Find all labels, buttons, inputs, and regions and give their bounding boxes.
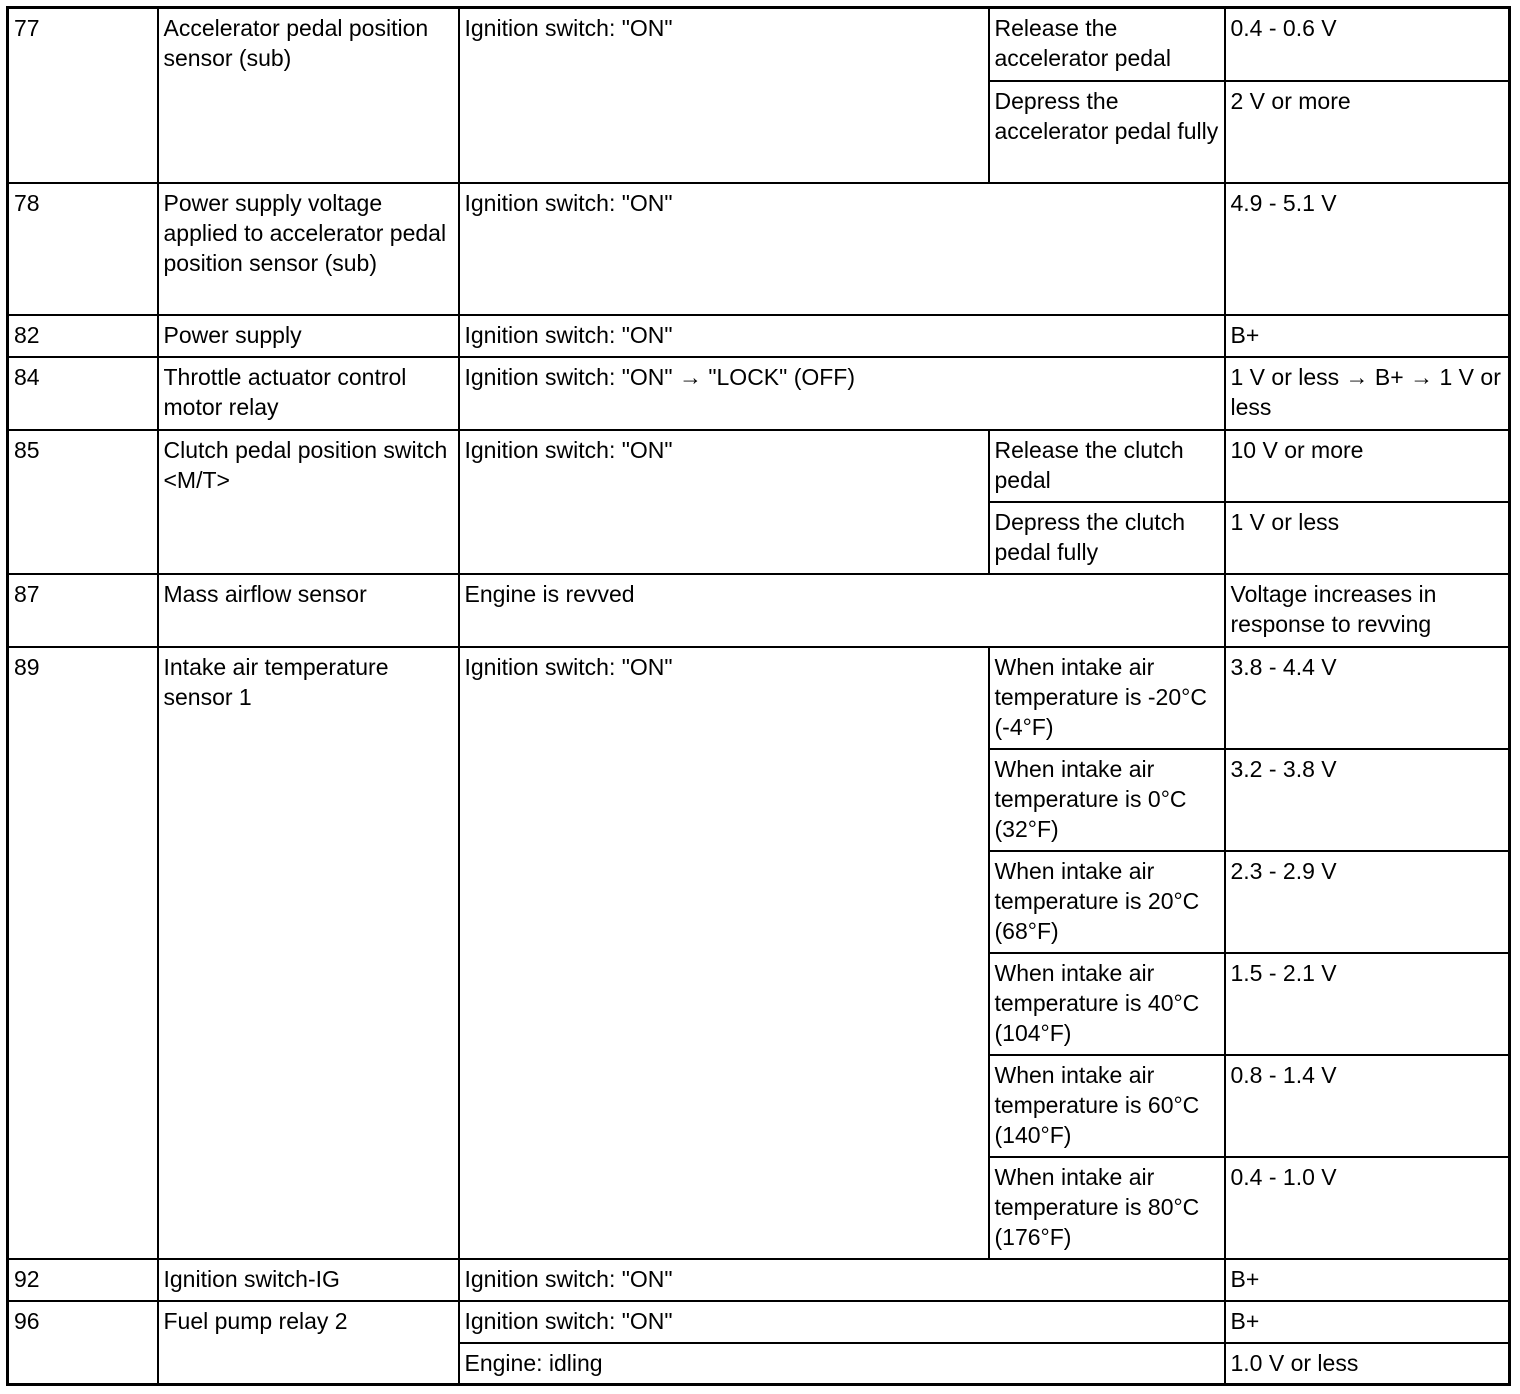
normal-value: 0.8 - 1.4 V	[1225, 1055, 1510, 1157]
terminal-number: 82	[8, 315, 158, 357]
signal-name: Clutch pedal position switch <M/T>	[158, 430, 459, 574]
normal-value: B+	[1225, 315, 1510, 357]
check-condition: Ignition switch: "ON"	[459, 315, 1225, 357]
sub-condition: When intake air temperature is 40°C (104°F)	[989, 953, 1225, 1055]
terminal-number: 96	[8, 1301, 158, 1385]
signal-name: Throttle actuator control motor relay	[158, 357, 459, 430]
signal-name: Accelerator pedal position sensor (sub)	[158, 8, 459, 183]
sub-condition: Release the clutch pedal	[989, 430, 1225, 502]
table-row	[8, 1301, 1510, 1343]
normal-value: 1 V or less	[1225, 502, 1510, 574]
normal-value: 1 V or less → B+ → 1 V or less	[1225, 357, 1510, 430]
sub-condition: When intake air temperature is 0°C (32°F)	[989, 749, 1225, 851]
signal-name: Power supply voltage applied to accelerator pedal position sensor (sub)	[158, 183, 459, 315]
check-condition: Ignition switch: "ON"	[459, 1301, 1225, 1343]
normal-value: 1.5 - 2.1 V	[1225, 953, 1510, 1055]
sub-condition: When intake air temperature is 60°C (140°F)	[989, 1055, 1225, 1157]
normal-value: B+	[1225, 1301, 1510, 1343]
check-condition: Engine: idling	[459, 1343, 1225, 1385]
table-row	[8, 574, 1510, 647]
signal-name: Mass airflow sensor	[158, 574, 459, 647]
terminal-number: 84	[8, 357, 158, 430]
check-condition: Ignition switch: "ON"	[459, 430, 989, 574]
normal-value: B+	[1225, 1259, 1510, 1301]
normal-value: 10 V or more	[1225, 430, 1510, 502]
sub-condition: Depress the accelerator pedal fully	[989, 81, 1225, 183]
sub-condition: When intake air temperature is -20°C (-4°F)	[989, 647, 1225, 749]
terminal-number: 92	[8, 1259, 158, 1301]
normal-value: 0.4 - 1.0 V	[1225, 1157, 1510, 1259]
table-row	[8, 430, 1510, 502]
normal-value: 4.9 - 5.1 V	[1225, 183, 1510, 315]
normal-value: 3.8 - 4.4 V	[1225, 647, 1510, 749]
signal-name: Intake air temperature sensor 1	[158, 647, 459, 1259]
normal-value: 3.2 - 3.8 V	[1225, 749, 1510, 851]
check-condition: Ignition switch: "ON"	[459, 647, 989, 1259]
normal-value: 2 V or more	[1225, 81, 1510, 183]
terminal-number: 85	[8, 430, 158, 574]
sub-condition: Release the accelerator pedal	[989, 8, 1225, 81]
terminal-number: 89	[8, 647, 158, 1259]
terminal-number: 87	[8, 574, 158, 647]
table-row	[8, 1259, 1510, 1301]
table-row	[8, 8, 1510, 81]
signal-name: Ignition switch-IG	[158, 1259, 459, 1301]
table-row	[8, 315, 1510, 357]
signal-name: Power supply	[158, 315, 459, 357]
check-condition: Ignition switch: "ON"	[459, 183, 1225, 315]
table-row	[8, 183, 1510, 315]
terminal-number: 77	[8, 8, 158, 183]
check-condition: Ignition switch: "ON"	[459, 8, 989, 183]
table-row	[8, 647, 1510, 749]
check-condition: Engine is revved	[459, 574, 1225, 647]
sub-condition: Depress the clutch pedal fully	[989, 502, 1225, 574]
signal-name: Fuel pump relay 2	[158, 1301, 459, 1385]
sub-condition: When intake air temperature is 20°C (68°F)	[989, 851, 1225, 953]
check-condition: Ignition switch: "ON" → "LOCK" (OFF)	[459, 357, 1225, 430]
normal-value: 2.3 - 2.9 V	[1225, 851, 1510, 953]
check-condition: Ignition switch: "ON"	[459, 1259, 1225, 1301]
normal-value: Voltage increases in response to revving	[1225, 574, 1510, 647]
normal-value: 0.4 - 0.6 V	[1225, 8, 1510, 81]
terminal-voltage-table	[6, 6, 1511, 1386]
terminal-number: 78	[8, 183, 158, 315]
normal-value: 1.0 V or less	[1225, 1343, 1510, 1385]
sub-condition: When intake air temperature is 80°C (176°F)	[989, 1157, 1225, 1259]
table-row	[8, 357, 1510, 430]
